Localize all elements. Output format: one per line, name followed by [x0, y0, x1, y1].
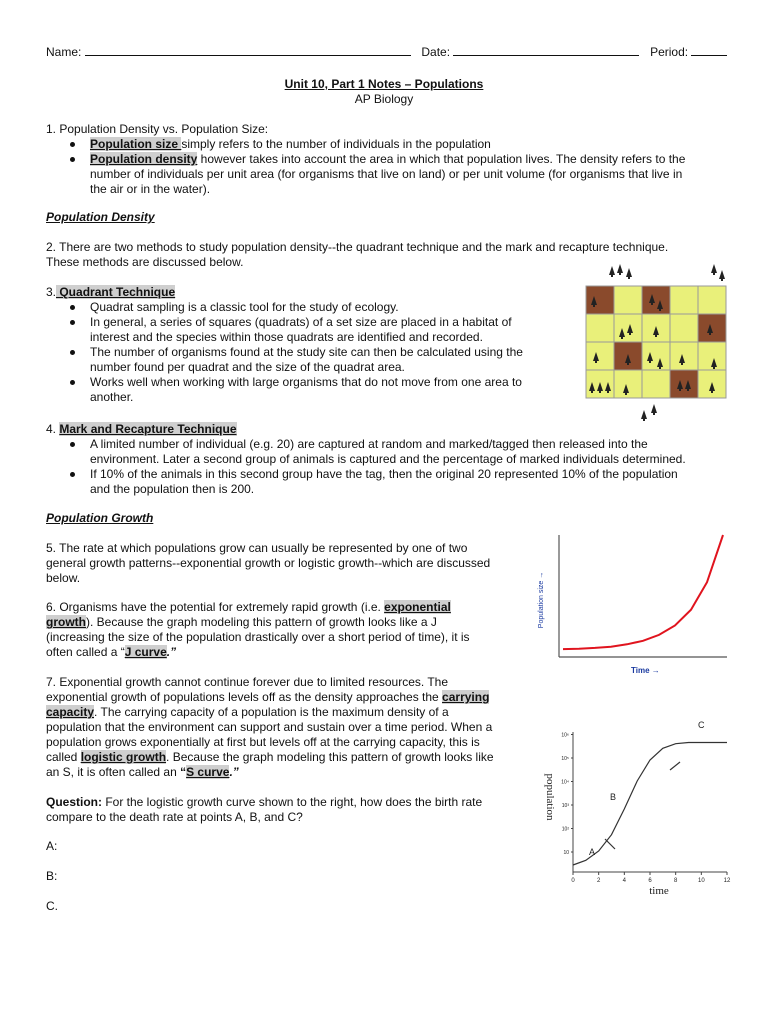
bullet-dot — [70, 142, 75, 147]
quadrat-cell — [642, 342, 670, 370]
s-chart-y-tick-label: 10⁶ — [561, 732, 569, 739]
s1-lead: 1. Population Density vs. Population Size: — [46, 122, 269, 136]
s3-number: 3. — [46, 285, 57, 299]
s7-text: . The carrying capacity of a population is the maximum density of a — [94, 705, 449, 719]
s7-text: exponential growth of populations levels off as the density approaches the — [46, 690, 443, 704]
s6-text: ). Because the graph modeling this pattern of growth looks like a J — [86, 615, 437, 629]
term-s-curve: S curve — [186, 765, 230, 779]
s3-bullet-4-l1: Works well when working with large organisms that do not move from one area to — [90, 375, 522, 389]
s4-heading — [46, 422, 237, 437]
s7-quote: .” — [229, 765, 239, 779]
s-chart-y-tick-label: 10² — [561, 826, 569, 833]
s5-line2: general growth patterns--exponential growth or logistic growth--which are discussed — [46, 556, 491, 570]
term-capacity: capacity — [46, 705, 95, 719]
s7-text: called — [46, 750, 81, 764]
quadrat-cell — [670, 314, 698, 342]
term-growth: growth — [46, 615, 86, 629]
quadrat-cell — [586, 286, 614, 314]
term-logistic-growth: logistic growth — [80, 750, 167, 764]
s-chart-y-tick-label: 10⁵ — [561, 756, 569, 762]
s3-bullet-3-l1: The number of organisms found at the study site can then be calculated using the — [90, 345, 523, 359]
answer-b-label: B: — [46, 869, 58, 883]
term-j-curve: J curve — [124, 645, 167, 659]
bullet-dot — [70, 472, 75, 477]
s4-bullet-1-l2: environment. Later a second group of animals is captured and the percentage of marked individuals determined. — [90, 452, 686, 466]
s4-number: 4. — [46, 422, 60, 436]
bullet-dot — [70, 350, 75, 355]
s5-line3: below. — [46, 571, 81, 585]
s-chart-x-tick-label: 0 — [571, 878, 575, 884]
s-chart-xlabel: time — [649, 885, 669, 897]
s3-heading — [46, 285, 175, 300]
s3-bullet-2-l2: interest and the species within those quadrats are identified and recorded. — [90, 330, 483, 344]
question-line1 — [46, 795, 482, 810]
s1-b2-line2: number of individuals per unit area (for organisms that live on land) or per unit volume (for organisms that live in — [90, 167, 683, 181]
j-curve-line — [563, 535, 723, 649]
term-population-density: Population density — [90, 152, 198, 166]
quadrat-grid — [586, 286, 726, 398]
quadrat-cell — [614, 286, 642, 314]
s1-b2-line3: the air or in the water). — [90, 182, 211, 196]
quadrat-cell — [670, 342, 698, 370]
quadrat-cell — [614, 314, 642, 342]
term-quadrant-technique: Quadrant Technique — [56, 285, 176, 299]
s3-bullet-2-l1: In general, a series of squares (quadrats) of a set size are placed in a habitat of — [90, 315, 512, 329]
s4-bullet-1-l1: A limited number of individual (e.g. 20) are captured at random and marked/tagged then released into the — [90, 437, 648, 451]
date-label: Date: — [421, 45, 451, 59]
s6-line4 — [46, 645, 176, 660]
s7-line4: population that the environment can support and sustain over a time period. When a — [46, 720, 493, 734]
quadrat-cell — [670, 286, 698, 314]
s5-line1: 5. The rate at which populations grow can usually be represented by one of two — [46, 541, 468, 555]
s-chart-x-tick-label: 8 — [673, 878, 678, 884]
heading-population-growth: Population Growth — [46, 511, 154, 525]
bullet-dot — [70, 442, 75, 447]
s7-line2 — [46, 690, 489, 705]
s-chart-point-c: C — [698, 720, 705, 730]
s1-b2-text: however takes into account the area in which that population lives. The density refers to the — [197, 152, 686, 166]
term-mark-recapture: Mark and Recapture Technique — [59, 422, 237, 436]
j-curve-chart — [535, 525, 735, 680]
period-label: Period: — [650, 45, 689, 59]
s6-text: often called a “ — [46, 645, 125, 659]
s3-bullet-4-l2: another. — [90, 390, 134, 404]
question-label: Question: — [46, 795, 102, 809]
answer-a-label: A: — [46, 839, 58, 853]
page-subtitle: AP Biology — [354, 92, 414, 106]
term-exponential: exponential — [384, 600, 451, 614]
s-chart-x-tick-label: 2 — [596, 878, 601, 884]
j-chart-xlabel: Time → — [631, 666, 660, 675]
s7-line6 — [46, 750, 494, 765]
s2-line1: 2. There are two methods to study population density--the quadrant technique and the mark and recapture technique. — [46, 240, 669, 254]
quadrat-grid-illustration — [582, 260, 732, 430]
s-chart-x-tick-label: 4 — [622, 878, 627, 884]
term-population-size: Population size — [90, 137, 182, 151]
s-chart-x-tick-label: 12 — [723, 878, 731, 884]
name-label: Name: — [46, 45, 82, 59]
s4-bullet-2-l2: and the population then is 200. — [90, 482, 255, 496]
s7-quote: “ — [180, 765, 187, 779]
s6-line2 — [46, 615, 437, 630]
s6-text: .” — [166, 645, 177, 659]
s1-bullet-1 — [90, 137, 491, 152]
quadrat-cell — [670, 370, 698, 398]
s7-text: an S, it is often called an — [46, 765, 181, 779]
bullet-dot — [70, 320, 75, 325]
page-title: Unit 10, Part 1 Notes – Populations — [284, 77, 484, 91]
s2-line2: These methods are discussed below. — [46, 255, 244, 269]
s-chart-ylabel: population — [544, 773, 556, 821]
point-b-tick — [670, 762, 680, 770]
quadrat-cell — [586, 314, 614, 342]
s4-bullet-2-l1: If 10% of the animals in this second group have the tag, then the original 20 represented 10% of the population — [90, 467, 678, 481]
bullet-dot — [70, 305, 75, 310]
s3-bullet-1: Quadrat sampling is a classic tool for the study of ecology. — [90, 300, 399, 314]
question-line2: compare to the death rate at points A, B, and C? — [46, 810, 303, 824]
s3-bullet-3-l2: number found per quadrat and the size of the quadrat area. — [90, 360, 405, 374]
point-a-tick — [605, 839, 615, 849]
s-chart-y-tick-label: 10 — [563, 850, 569, 856]
heading-population-density: Population Density — [46, 210, 155, 224]
period-blank[interactable] — [691, 45, 727, 56]
answer-c-label: C. — [46, 899, 58, 913]
quadrat-cell — [642, 370, 670, 398]
quadrat-cell — [642, 286, 670, 314]
j-chart-ylabel: Population size → — [538, 571, 545, 629]
date-blank[interactable] — [453, 45, 639, 56]
bullet-dot — [70, 380, 75, 385]
s-curve-chart — [535, 712, 735, 902]
name-blank[interactable] — [85, 45, 411, 56]
quadrat-cell — [698, 286, 726, 314]
s-chart-point-b: B — [610, 792, 617, 802]
s7-text: . Because the graph modeling this pattern of growth looks like — [166, 750, 494, 764]
quadrat-cell — [586, 342, 614, 370]
s6-line3: (increasing the size of the population drastically over a short period of time), it is — [46, 630, 470, 644]
s-chart-y-tick-label: 10⁴ — [561, 779, 569, 786]
term-carrying: carrying — [442, 690, 490, 704]
header-row — [46, 45, 727, 60]
s-chart-x-tick-label: 6 — [648, 878, 652, 884]
s-chart-x-tick-label: 10 — [697, 878, 705, 884]
s1-bullet-2 — [90, 152, 685, 167]
s-chart-point-a: A — [589, 847, 596, 857]
s7-line3 — [46, 705, 449, 720]
s-curve-line — [573, 743, 727, 866]
s6-text: 6. Organisms have the potential for extremely rapid growth (i.e. — [46, 600, 385, 614]
s7-line1: 7. Exponential growth cannot continue forever due to limited resources. The — [46, 675, 449, 689]
quadrat-cell — [698, 314, 726, 342]
s6-line1 — [46, 600, 451, 615]
s7-line5: population grows exponentially at first but levels off at the carrying capacity, this is — [46, 735, 480, 749]
bullet-dot — [70, 157, 75, 162]
question-text: For the logistic growth curve shown to the right, how does the birth rate — [102, 795, 483, 809]
s7-line7 — [46, 765, 239, 780]
quadrat-cell — [614, 370, 642, 398]
s1-b1-text: simply refers to the number of individuals in the population — [181, 137, 491, 151]
s-chart-y-tick-label: 10³ — [561, 803, 569, 809]
